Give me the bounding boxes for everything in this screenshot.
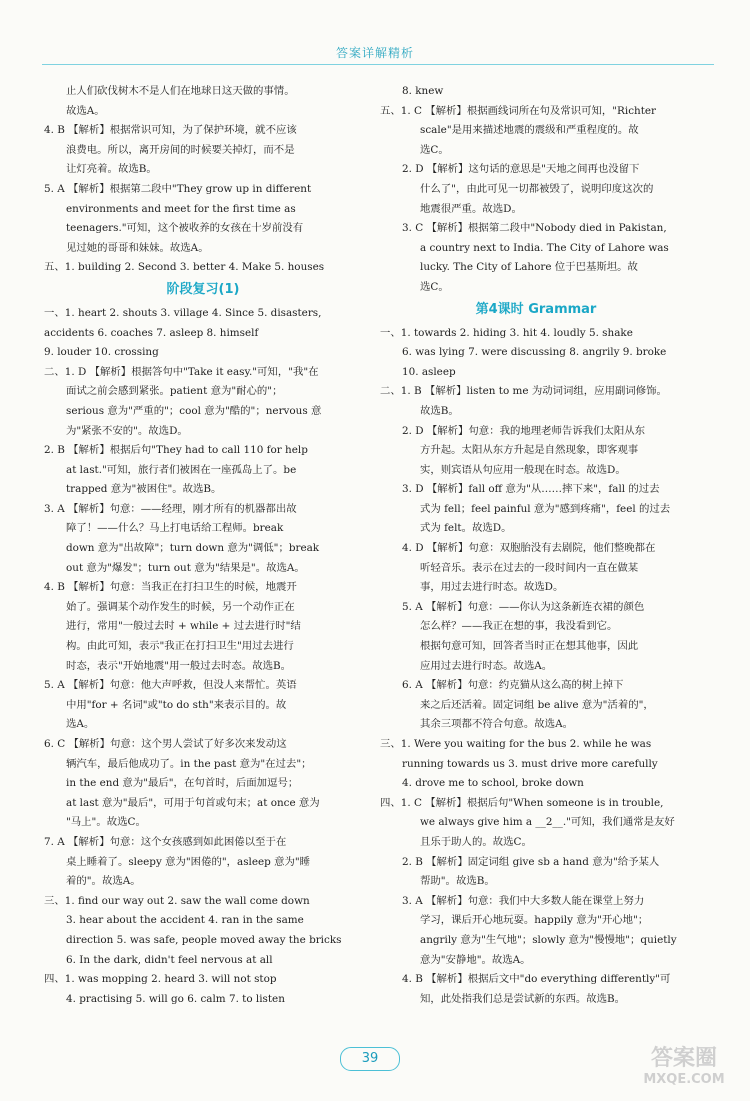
text-line: we always give him a __2__."可知，我们通常是友好 bbox=[420, 816, 675, 829]
text-line: 五、1. C 【解析】根据画线词所在句及常识可知，"Richter bbox=[380, 104, 657, 117]
text-line: 三、1. find our way out 2. saw the wall come down bbox=[44, 894, 310, 907]
text-line: 3. A 【解析】句意：我们中大多数人能在课堂上努力 bbox=[402, 894, 645, 907]
text-line: 2. D 【解析】句意：我的地理老师告诉我们太阳从东 bbox=[402, 424, 646, 437]
text-line: 5. A 【解析】句意：他大声呼救，但没人来帮忙。英语 bbox=[44, 679, 297, 692]
text-line: 9. louder 10. crossing bbox=[44, 346, 159, 359]
text-line: 面试之前会感到紧张。patient 意为"耐心的"； bbox=[66, 385, 283, 398]
text-line: 地震很严重。故选D。 bbox=[420, 202, 522, 215]
text-line: 3. D 【解析】fall off 意为"从……摔下来"，fall 的过去 bbox=[402, 483, 660, 496]
header-divider bbox=[42, 64, 714, 65]
text-line: "马上"。故选C。 bbox=[66, 816, 146, 829]
text-line: 四、1. C 【解析】根据后句"When someone is in trouble, bbox=[380, 796, 664, 809]
text-line: 障了！——什么？马上打电话给工程师。break bbox=[66, 522, 284, 535]
text-line: trapped 意为"被困住"。故选B。 bbox=[66, 483, 222, 496]
text-line: 4. B 【解析】根据后文中"do everything differently"可 bbox=[402, 973, 671, 986]
text-line: down 意为"出故障"；turn down 意为"调低"；break bbox=[66, 542, 320, 555]
watermark-logo bbox=[628, 1046, 740, 1094]
text-line: teenagers."可知，这个被收养的女孩在十岁前没有 bbox=[66, 222, 304, 235]
text-line: 止人们砍伐树木不是人们在地球日这天做的事情。 bbox=[66, 85, 295, 97]
text-line: 3. A 【解析】句意：——经理，刚才所有的机器都出故 bbox=[44, 502, 297, 515]
text-line: 四、1. was mopping 2. heard 3. will not stop bbox=[44, 973, 277, 986]
text-line: 3. C 【解析】根据第二段中"Nobody died in Pakistan, bbox=[402, 222, 667, 235]
text-line: 三、1. Were you waiting for the bus 2. while he was bbox=[380, 738, 652, 750]
text-line: 让灯亮着。故选B。 bbox=[66, 163, 157, 176]
section-heading: 阶段复习(1) bbox=[166, 281, 240, 297]
right-column bbox=[380, 82, 692, 1009]
text-line: 7. A 【解析】句意：这个女孩感到如此困倦以至于在 bbox=[44, 835, 287, 848]
text-line: 8. knew bbox=[402, 85, 444, 97]
text-line: 4. practising 5. will go 6. calm 7. to listen bbox=[66, 992, 285, 1005]
text-line: 辆汽车，最后他成功了。in the past 意为"在过去"； bbox=[66, 757, 312, 770]
text-line: 其余三项都不符合句意。故选A。 bbox=[420, 718, 573, 731]
text-line: 10. asleep bbox=[402, 365, 456, 378]
text-line: accidents 6. coaches 7. asleep 8. himself bbox=[44, 326, 259, 339]
text-line: 4. B 【解析】根据常识可知，为了保护环境，就不应该 bbox=[44, 124, 297, 137]
text-line: 实，则宾语从句应用一般现在时态。故选D。 bbox=[420, 463, 626, 476]
text-line: 选A。 bbox=[66, 718, 95, 731]
text-line: 方升起。太阳从东方升起是自然现象，即客观事 bbox=[420, 444, 639, 457]
text-line: 式为 fell；feel painful 意为"感到疼痛"，feel 的过去 bbox=[420, 502, 671, 515]
text-line: 事，用过去进行时态。故选D。 bbox=[420, 581, 564, 594]
text-line: 为"紧张不安的"。故选D。 bbox=[66, 424, 188, 437]
text-line: 4. drove me to school, broke down bbox=[402, 777, 584, 790]
text-line: 故选A。 bbox=[66, 104, 105, 117]
text-line: 5. A 【解析】根据第二段中"They grow up in different bbox=[44, 182, 312, 195]
text-line: 选C。 bbox=[420, 143, 449, 156]
text-line: 知，此处指我们总是尝试新的东西。故选B。 bbox=[420, 992, 626, 1005]
text-line: 选C。 bbox=[420, 280, 449, 293]
text-line: 始了。强调某个动作发生的时候，另一个动作正在 bbox=[66, 600, 295, 613]
text-line: 时态，表示"开始地震"用一般过去时态。故选B。 bbox=[66, 659, 292, 672]
text-line: running towards us 3. must drive more carefully bbox=[402, 757, 658, 770]
text-line: 着的"。故选A。 bbox=[66, 875, 141, 888]
text-line: 根据句意可知，回答者当时正在想其他事，因此 bbox=[420, 640, 639, 653]
text-line: 听轻音乐。表示在过去的一段时间内一直在做某 bbox=[420, 561, 639, 574]
section-heading: 第4课时 Grammar bbox=[475, 301, 597, 317]
text-line: 什么了"，由此可见一切都被毁了，说明印度这次的 bbox=[420, 182, 654, 195]
text-line: environments and meet for the first time as bbox=[66, 202, 296, 215]
text-line: 五、1. building 2. Second 3. better 4. Make 5. houses bbox=[44, 261, 325, 274]
text-line: angrily 意为"生气地"；slowly 意为"慢慢地"；quietly bbox=[420, 933, 677, 946]
text-line: in the end 意为"最后"，在句首时，后面加逗号； bbox=[66, 777, 299, 790]
text-line: 学习，课后开心地玩耍。happily 意为"开心地"； bbox=[420, 914, 649, 927]
text-line: 且乐于助人的。故选C。 bbox=[420, 835, 532, 848]
watermark-top: 答案圈 bbox=[650, 1046, 717, 1071]
text-line: 3. hear about the accident 4. ran in the same bbox=[66, 914, 304, 927]
text-line: 构。由此可知，表示"我正在打扫卫生"用过去进行 bbox=[66, 640, 294, 653]
text-line: 一、1. towards 2. hiding 3. hit 4. loudly 5. shake bbox=[380, 326, 633, 339]
text-line: scale"是用来描述地震的震级和严重程度的。故 bbox=[420, 124, 639, 137]
text-line: 来之后还活着。固定词组 be alive 意为"活着的"， bbox=[420, 698, 654, 711]
text-line: 见过她的哥哥和妹妹。故选A。 bbox=[66, 241, 209, 254]
text-line: 帮助"。故选B。 bbox=[420, 875, 495, 888]
page-number: 39 bbox=[340, 1047, 400, 1071]
text-line: 浪费电。所以，离开房间的时候要关掉灯，而不是 bbox=[66, 143, 295, 156]
text-line: 2. B 【解析】根据后句"They had to call 110 for help bbox=[44, 444, 308, 457]
text-line: at last 意为"最后"，可用于句首或句末；at once 意为 bbox=[66, 796, 320, 809]
text-line: 式为 felt。故选D。 bbox=[420, 522, 512, 535]
text-line: 6. A 【解析】句意：约克猫从这么高的树上掉下 bbox=[402, 679, 624, 692]
text-line: 6. C 【解析】句意：这个男人尝试了好多次来发动这 bbox=[44, 738, 287, 750]
text-line: 意为"安静地"。故选A。 bbox=[420, 953, 531, 966]
text-line: 4. B 【解析】句意：当我正在打扫卫生的时候，地震开 bbox=[44, 581, 297, 594]
text-line: 2. B 【解析】固定词组 give sb a hand 意为"给予某人 bbox=[402, 855, 660, 868]
text-line: direction 5. was safe, people moved away the bricks bbox=[66, 933, 342, 946]
text-line: 6. In the dark, didn't feel nervous at all bbox=[66, 953, 273, 966]
left-column bbox=[44, 82, 362, 1009]
text-line: 5. A 【解析】句意：——你认为这条新连衣裙的颜色 bbox=[402, 600, 645, 613]
text-line: 4. D 【解析】句意：双胞胎没有去剧院，他们整晚都在 bbox=[402, 542, 656, 555]
text-line: 怎么样？——我正在想的事，我没看到它。 bbox=[420, 620, 618, 633]
text-line: 二、1. D 【解析】根据答句中"Take it easy."可知，"我"在 bbox=[44, 365, 319, 378]
text-line: a country next to India. The City of Lahore was bbox=[420, 241, 669, 254]
text-line: 桌上睡着了。sleepy 意为"困倦的"，asleep 意为"睡 bbox=[66, 855, 311, 868]
text-line: 中用"for + 名词"或"to do sth"来表示目的。故 bbox=[66, 698, 287, 711]
text-line: out 意为"爆发"；turn out 意为"结果是"。故选A。 bbox=[66, 561, 305, 574]
text-line: 6. was lying 7. were discussing 8. angrily 9. broke bbox=[402, 346, 667, 359]
text-line: 二、1. B 【解析】listen to me 为动词词组，应用副词修饰。 bbox=[380, 385, 667, 398]
text-line: serious 意为"严重的"；cool 意为"酷的"；nervous 意 bbox=[66, 404, 322, 417]
text-line: at last."可知，旅行者们被困在一座孤岛上了。be bbox=[66, 463, 297, 476]
text-line: lucky. The City of Lahore 位于巴基斯坦。故 bbox=[420, 261, 638, 274]
watermark-bottom: MXQE.COM bbox=[643, 1072, 725, 1087]
text-line: 进行，常用"一般过去时 + while + 过去进行时"结 bbox=[66, 620, 301, 633]
text-line: 2. D 【解析】这句话的意思是"天地之间再也没留下 bbox=[402, 163, 640, 176]
page-header: 答案详解精析 bbox=[335, 46, 414, 60]
text-line: 故选B。 bbox=[420, 404, 459, 417]
text-line: 一、1. heart 2. shouts 3. village 4. Since 5. disasters, bbox=[44, 306, 322, 319]
text-line: 应用过去进行时态。故选A。 bbox=[420, 659, 553, 672]
